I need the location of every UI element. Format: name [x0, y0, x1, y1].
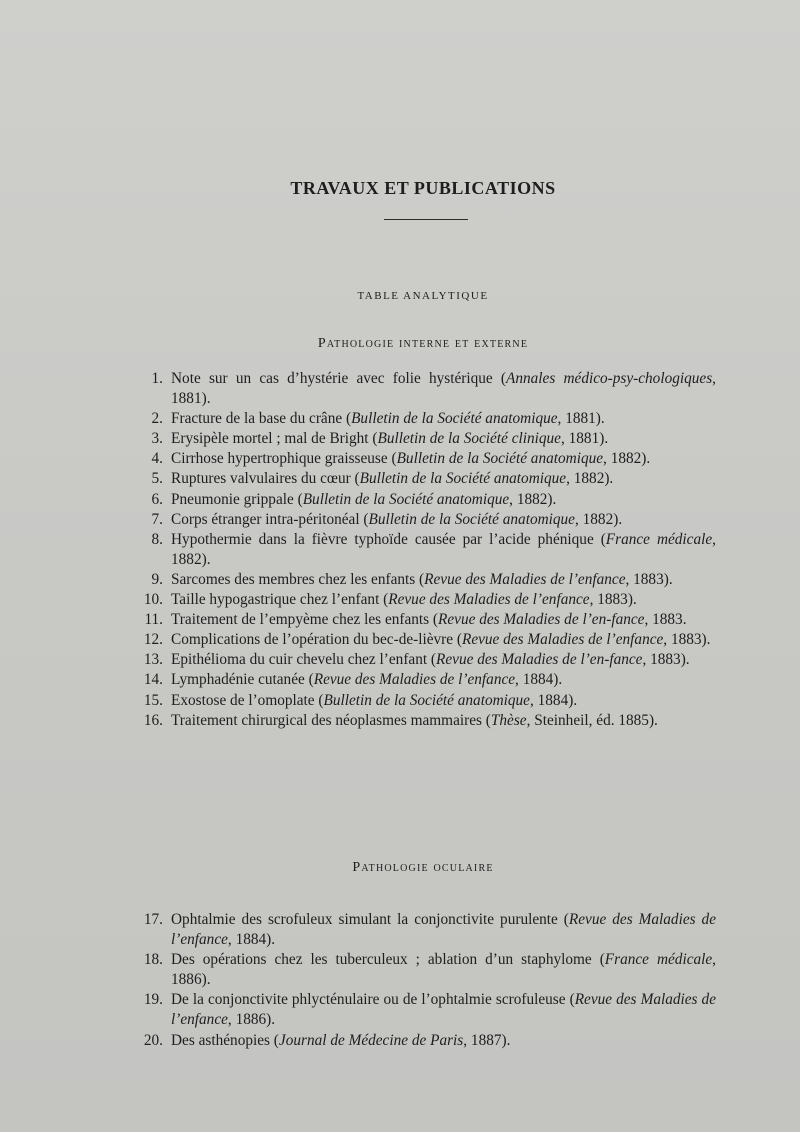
entry-date: , 1887).	[463, 1031, 511, 1049]
entry-number: 16.	[143, 711, 163, 729]
entry-number: 19.	[143, 991, 163, 1009]
page-subtitle: TABLE ANALYTIQUE	[357, 290, 489, 302]
entry-number: 7.	[151, 510, 163, 528]
publication-entry	[120, 570, 716, 590]
publication-entry	[120, 630, 716, 650]
entry-date: , 1884).	[529, 691, 578, 709]
entry-source: Bulletin de la Société anatomique	[351, 410, 558, 428]
publication-entry	[120, 449, 716, 469]
publication-entry	[120, 429, 716, 449]
entry-source: Revue des Maladies de l’enfance	[171, 911, 716, 949]
entry-date: , 1881).	[557, 410, 605, 428]
entry-source: Revue des Maladies de l’en-fance	[438, 611, 645, 629]
entry-number: 11.	[144, 611, 163, 629]
entry-source: Revue des Maladies de l’enfance	[171, 991, 716, 1029]
publication-entry	[120, 691, 716, 711]
entry-date: , 1881).	[560, 430, 609, 448]
entry-date: , 1884).	[515, 671, 563, 689]
entry-date: , 1883).	[625, 570, 673, 588]
entry-source: Annales médico-psy-chologiques	[506, 370, 713, 387]
title-divider	[384, 219, 468, 220]
publication-entry	[120, 369, 716, 409]
entry-text: Traitement de l’empyème chez les enfants (	[171, 611, 439, 629]
entry-date: , 1883).	[589, 591, 637, 609]
publication-entry	[120, 409, 716, 429]
entry-date: , 1881).	[171, 370, 716, 408]
entry-source: Revue des Maladies de l’enfance	[388, 591, 590, 609]
entry-text: Erysipèle mortel ; mal de Bright (	[171, 430, 378, 448]
publication-entry	[120, 711, 716, 731]
entry-text: Hypothermie dans la fièvre typhoïde causée par l’acide phénique (	[171, 530, 606, 548]
publication-entry	[120, 990, 716, 1030]
entry-text: Fracture de la base du crâne (	[171, 410, 352, 428]
entry-number: 12.	[143, 631, 163, 649]
publication-list	[120, 910, 716, 1051]
entry-text: Corps étranger intra-péritonéal (	[171, 510, 369, 528]
section-heading: Pathologie oculaire	[352, 860, 494, 875]
entry-source: Bulletin de la Société clinique	[377, 430, 561, 448]
entry-date: , 1882).	[566, 470, 614, 488]
entry-text: Pneumonie grippale (	[171, 490, 303, 508]
entry-number: 2.	[151, 410, 163, 428]
entry-source: Journal de Médecine de Paris	[278, 1031, 464, 1049]
entry-number: 20.	[143, 1031, 163, 1049]
entry-source: France médicale	[605, 530, 713, 548]
entry-date: , 1886).	[227, 1011, 276, 1029]
entry-source: Bulletin de la Société anatomique	[368, 510, 575, 528]
entry-date: , 1883).	[663, 631, 711, 649]
entry-source: Bulletin de la Société anatomique	[396, 450, 604, 468]
entry-number: 1.	[151, 370, 163, 387]
page-title: TRAVAUX ET PUBLICATIONS	[290, 178, 556, 198]
entry-date: , 1883).	[642, 651, 690, 669]
entry-number: 17.	[143, 911, 163, 928]
entry-number: 6.	[151, 490, 163, 508]
publication-entry	[120, 530, 716, 570]
entry-date: , 1882).	[574, 510, 623, 528]
entry-source: Revue des Maladies de l’enfance	[461, 631, 664, 649]
entry-date: , 1882).	[603, 450, 651, 468]
entry-number: 9.	[151, 570, 163, 588]
entry-date: , 1882).	[171, 530, 716, 568]
entry-number: 14.	[143, 671, 163, 689]
section-heading: Pathologie interne et externe	[317, 336, 529, 351]
entry-number: 3.	[151, 430, 163, 448]
entry-number: 4.	[151, 450, 163, 468]
entry-number: 5.	[151, 470, 163, 488]
publication-entry	[120, 910, 716, 950]
publication-entry	[120, 650, 716, 670]
entry-date: , 1886).	[171, 951, 716, 989]
entry-source: Bulletin de la Société anatomique	[359, 470, 567, 488]
publication-entry	[120, 610, 716, 630]
entry-source: France médicale	[604, 951, 713, 969]
entry-number: 15.	[143, 691, 163, 709]
entry-text: Exostose de l’omoplate (	[171, 691, 324, 709]
entry-source: Thèse	[490, 711, 527, 729]
publication-entry	[120, 670, 716, 690]
entry-source: Bulletin de la Société anatomique	[302, 490, 510, 508]
entry-text: Complications de l’opération du bec-de-lièvre (	[171, 631, 462, 649]
entry-number: 13.	[143, 651, 163, 669]
publication-entry	[120, 469, 716, 489]
entry-text: Note sur un cas d’hystérie avec folie hystérique (	[171, 370, 506, 387]
publication-entry	[120, 590, 716, 610]
entry-date: , 1884).	[227, 931, 276, 949]
entry-text: De la conjonctivite phlycténulaire ou de l’ophtalmie scrofuleuse (	[171, 991, 575, 1009]
entry-date: , Steinheil, éd. 1885).	[526, 711, 658, 729]
entry-source: Bulletin de la Société anatomique	[323, 691, 530, 709]
entry-date: , 1882).	[509, 490, 557, 508]
entry-text: Des asthénopies (	[171, 1031, 279, 1049]
publication-entry	[120, 490, 716, 510]
entry-text: Des opérations chez les tuberculeux ; ablation d’un staphylome (	[171, 951, 605, 969]
entry-number: 8.	[151, 530, 163, 548]
publication-entry	[120, 510, 716, 530]
publication-entry	[120, 1031, 716, 1051]
entry-text: Epithélioma du cuir chevelu chez l’enfant (	[171, 651, 437, 669]
entry-source: Revue des Maladies de l’en-fance	[436, 651, 643, 669]
entry-text: Cirrhose hypertrophique graisseuse (	[171, 450, 397, 468]
entry-text: Ophtalmie des scrofuleux simulant la conjonctivite purulente (	[171, 911, 569, 928]
entry-number: 18.	[143, 951, 163, 969]
entry-text: Lymphadénie cutanée (	[171, 671, 314, 689]
entry-source: Revue des Maladies de l’enfance	[313, 671, 516, 689]
entry-date: , 1883.	[644, 611, 687, 629]
entry-source: Revue des Maladies de l’enfance	[424, 570, 626, 588]
publication-entry	[120, 950, 716, 990]
entry-number: 10.	[143, 591, 163, 609]
entry-text: Ruptures valvulaires du cœur (	[171, 470, 360, 488]
publication-list	[120, 369, 716, 731]
entry-text: Traitement chirurgical des néoplasmes mammaires (	[171, 711, 491, 729]
entry-text: Sarcomes des membres chez les enfants (	[171, 570, 425, 588]
entry-text: Taille hypogastrique chez l’enfant (	[171, 591, 389, 609]
